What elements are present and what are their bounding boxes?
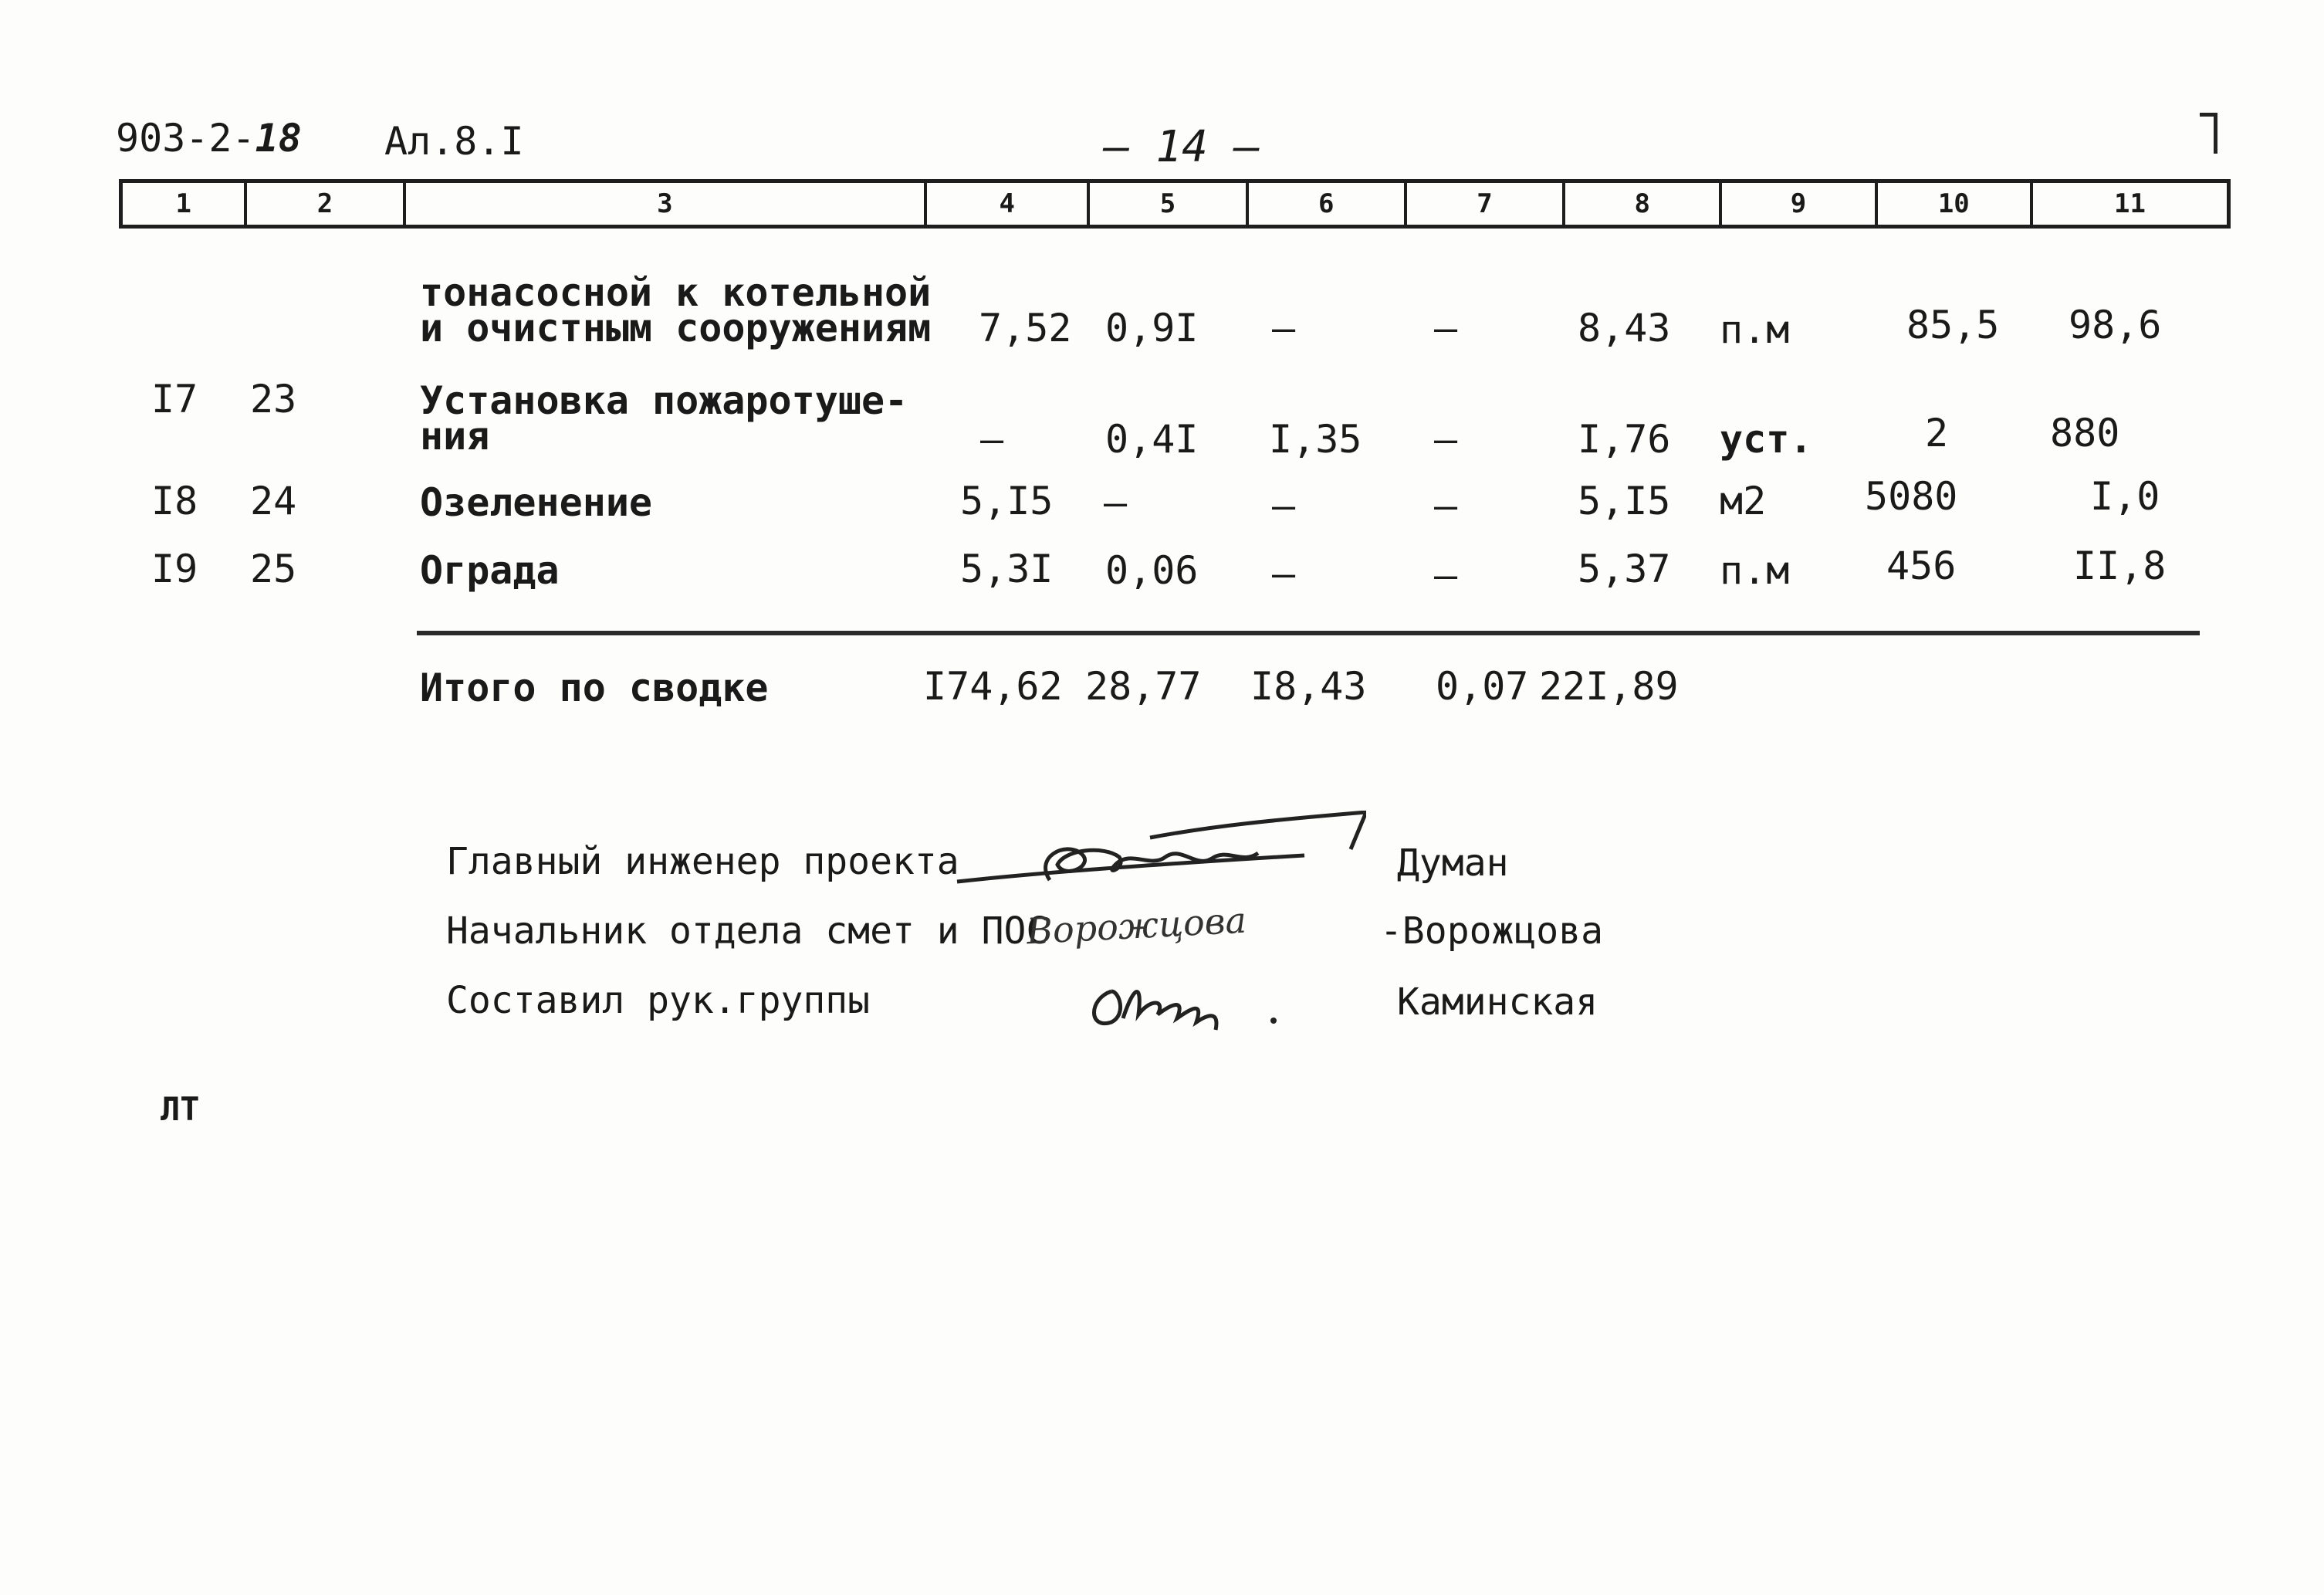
row0-col10: 85,5 [1906, 303, 2000, 347]
row1-col7: – [1434, 417, 1458, 462]
row3-col10: 456 [1886, 544, 1957, 588]
row2-name: Озеленение [420, 480, 653, 525]
document-code-handwritten: 18 [255, 116, 302, 161]
col-head-7: 7 [1407, 183, 1565, 225]
row1-col1: I7 [151, 377, 198, 422]
total-col6: I8,43 [1250, 664, 1367, 709]
row0-col11: 98,6 [2069, 303, 2162, 347]
row2-col1: I8 [151, 479, 198, 523]
row3-col11: II,8 [2073, 544, 2167, 588]
col-head-9: 9 [1722, 183, 1877, 225]
document-code [116, 116, 302, 161]
row1-col9: уст. [1720, 417, 1813, 462]
total-col4: I74,62 [923, 664, 1063, 709]
signature-name-group-lead: Каминская [1397, 980, 1598, 1024]
row0-col8: 8,43 [1578, 306, 1671, 350]
signature-chief-engineer [949, 811, 1366, 896]
signature-role-estimates-head: Начальник отдела смет и ПОС [446, 909, 1049, 953]
row0-col4: 7,52 [979, 306, 1072, 350]
total-col7: 0,07 [1436, 664, 1529, 709]
row3-col8: 5,37 [1578, 547, 1671, 591]
row0-col5: 0,9I [1105, 306, 1199, 350]
row0-col7: – [1434, 306, 1458, 350]
total-label: Итого по сводке [420, 665, 769, 710]
row1-col11: 880 [2050, 411, 2120, 455]
row3-col9: п.м [1720, 548, 1790, 593]
col-head-5: 5 [1090, 183, 1248, 225]
row1-col2: 23 [250, 377, 297, 422]
row3-col1: I9 [151, 547, 198, 591]
signature-name-chief-engineer: Думан [1397, 842, 1509, 885]
row1-col5: 0,4I [1105, 417, 1199, 462]
col-head-6: 6 [1249, 183, 1407, 225]
col-head-1: 1 [123, 183, 247, 225]
row3-col4: 5,3I [960, 547, 1054, 591]
row2-col6: – [1272, 483, 1296, 528]
col-head-2: 2 [247, 183, 405, 225]
row0-name-line1: тонасосной к котельной [420, 270, 932, 315]
page-number: — 14 — [1104, 122, 1260, 172]
col-head-10: 10 [1878, 183, 2033, 225]
signature-estimates-head: Ворожцова [1025, 899, 1248, 953]
row2-col10: 5080 [1865, 474, 1958, 519]
col-head-11: 11 [2113, 188, 2146, 219]
row0-name-line2: и очистным сооружениям [420, 306, 932, 350]
row2-col7: – [1434, 483, 1458, 528]
total-col5: 28,77 [1085, 664, 1202, 709]
row3-col2: 25 [250, 547, 297, 591]
row3-col5: 0,06 [1105, 548, 1199, 593]
signature-role-chief-engineer: Главный инженер проекта [446, 840, 959, 883]
col-head-4: 4 [927, 183, 1090, 225]
total-separator-rule [417, 631, 2200, 635]
col-head-8: 8 [1565, 183, 1722, 225]
row2-col8: 5,I5 [1578, 479, 1671, 523]
column-header-row [119, 179, 2231, 229]
row2-col5: – [1104, 480, 1128, 525]
footer-initials: ЛТ [161, 1090, 200, 1128]
row3-col7: – [1434, 553, 1458, 598]
album-number: Ал.8.I [384, 119, 524, 164]
row2-col9: м2 [1720, 479, 1767, 523]
total-col8: 22I,89 [1539, 664, 1679, 709]
row2-col4: 5,I5 [960, 479, 1054, 523]
row2-col2: 24 [250, 479, 297, 523]
row1-name-line2: ния [420, 414, 490, 459]
signature-name-estimates-head: -Ворожцова [1380, 909, 1603, 953]
corner-mark [2200, 113, 2217, 154]
row2-col11: I,0 [2090, 474, 2160, 519]
signature-role-group-lead: Составил рук.группы [446, 979, 871, 1022]
row1-col4: – [980, 417, 1004, 462]
row0-col6: – [1272, 306, 1296, 350]
row1-col8: I,76 [1578, 417, 1671, 462]
row3-col6: – [1272, 551, 1296, 596]
row0-col9: п.м [1720, 307, 1790, 352]
row1-col6: I,35 [1269, 417, 1362, 462]
row1-col10: 2 [1925, 411, 1949, 455]
signature-group-lead [1081, 968, 1281, 1038]
document-code-printed: 903-2- [116, 116, 255, 161]
row1-name-line1: Установка пожаротуше- [420, 378, 908, 423]
row3-name: Ограда [420, 548, 560, 593]
col-head-3: 3 [406, 183, 928, 225]
